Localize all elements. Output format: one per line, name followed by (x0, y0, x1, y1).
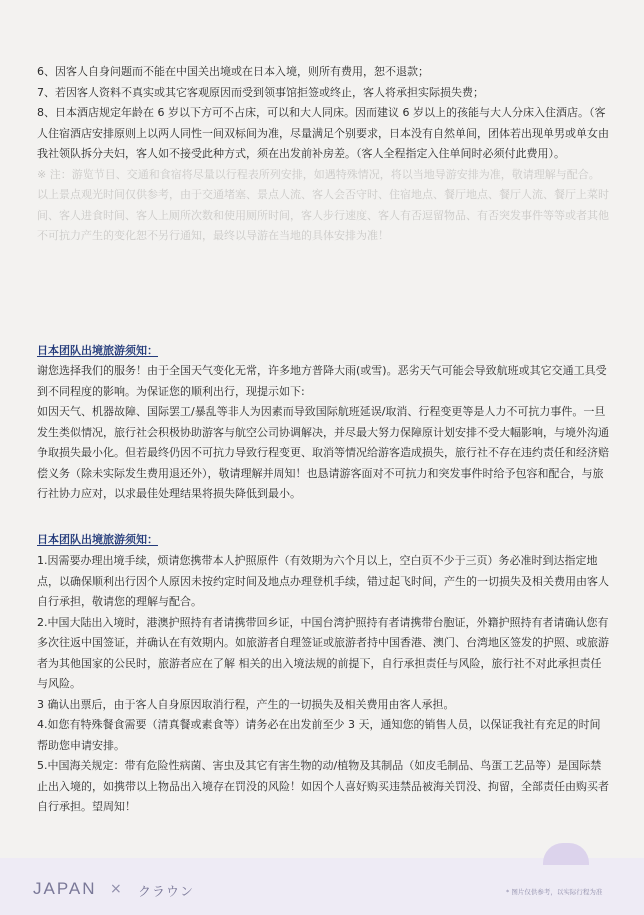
notice-list-item: 5.中国海关规定：带有危险性病菌、害虫及其它有害生物的动/植物及其制品（如皮毛制品、鸟蛋工艺品等）是国际禁止出入境的，如携带以上物品出入境存在罚没的风险！如因个人喜好购买违禁品被海关罚没、拘留，全部责任由购买者自行承担。望周知！ (37, 759, 609, 813)
footer-disclaimer: * 图片仅供参考，以实际行程为准 (506, 888, 603, 896)
footer-subtitle: クラウン (138, 885, 195, 900)
footer-decoration (543, 843, 589, 865)
notice-list-item: 1.因需要办理出境手续，烦请您携带本人护照原件（有效期为六个月以上，空白页不少于三页）务必准时到达指定地点，以确保顺利出行因个人原因未按约定时间及地点办理登机手续，错过起飞时间，产生的一切损失及相关费用由客人自行承担，敬请您的理解与配合。 (37, 554, 609, 608)
notice-list-item: 2.中国大陆出入境时，港澳护照持有者请携带回乡证，中国台湾护照持有者请携带台胞证，外籍护照持有者请确认您有多次往返中国签证，并确认在有效期内。如旅游者自理签证或旅游者持中国香港、澳门、台湾地区签发的护照、或旅游者为其他国家的公民时，旅游者应在了解 相关的出入境法规的前提下，自行承担责任与风险，旅行社不对此承担责任与风险。 (37, 615, 609, 690)
notice-paragraph: 谢您选择我们的服务！由于全国天气变化无常，许多地方普降大雨(或雪)。恶劣天气可能会导致航班或其它交通工具受到不同程度的影响。为保证您的顺利出行，现提示如下: (37, 364, 607, 398)
terms-item: 8、日本酒店规定年龄在 6 岁以下方可不占床，可以和大人同床。因而建议 6 岁以上的孩能与大人分床入住酒店。（客人住宿酒店安排原则上以两人同性一间双标间为准，尽量满足个别要求，日本没有自然单间，团体若出现单男或单女由我社领队拆分夫妇，客人如不接受此种方式，须在出发前补房差。（客人全程指定入住单间时必须付此费用）。 (37, 106, 609, 160)
notice-list-item: 3 确认出票后，由于客人自身原因取消行程，产生的一切损失及相关费用由客人承担。 (37, 697, 455, 711)
terms-item: 7、若因客人资料不真实或其它客观原因而受到领事馆拒签或终止，客人将承担实际损失费； (37, 85, 484, 99)
footer-separator: × (110, 881, 122, 897)
notice-paragraph: 如因天气、机器故障、国际罢工/暴乱等非人为因素而导致国际航班延误/取消、行程变更等是人力不可抗力事件。一旦发生类似情况，旅行社会积极协助游客与航空公司协调解决，并尽最大努力保障原计划安排不受大幅影响，与境外沟通争取损失最小化。但若最终仍因不可抗力导致行程变更、取消等情况给游客造成损失，旅行社不存在违约责任和经济赔偿义务（除未实际发生费用退还外），敬请理解并周知！也恳请游客面对不可抗力和突发事件时给予包容和配合，与旅行社协力应对，以求最佳处理结果将损失降低到最小。 (37, 405, 609, 500)
notice-list-item: 4.如您有特殊餐食需要（清真餐或素食等）请务必在出发前至少 3 天，通知您的销售人员，以保证我社有充足的时间帮助您申请安排。 (37, 718, 601, 752)
notice-title: 日本团队出境旅游须知： (37, 344, 158, 357)
notice-list (37, 551, 611, 818)
terms-section (37, 62, 611, 247)
notice-title: 日本团队出境旅游须知： (37, 533, 158, 546)
time-disclaimer-note: 以上景点观光时间仅供参考，由于交通堵塞、景点人流、客人会否守时、住宿地点、餐厅地点、餐厅人流、餐厅上菜时间、客人进食时间、客人上厕所次数和使用厕所时间，客人步行速度、客人有否逗留物品、有否突发事件等等或者其他不可抗力产生的变化恕不另行通知，最终以导游在当地的具体安排为准！ (37, 188, 609, 242)
notice-section (37, 361, 611, 505)
footer-brand: JAPAN (33, 879, 97, 898)
itinerary-note: ※ 注：游览节目、交通和食宿将尽量以行程表所列安排，如遇特殊情况，将以当地导游安排为准，敬请理解与配合。 (37, 167, 600, 181)
terms-item: 6、因客人自身问题而不能在中国关出境或在日本入境，则所有费用，恕不退款； (37, 65, 429, 78)
